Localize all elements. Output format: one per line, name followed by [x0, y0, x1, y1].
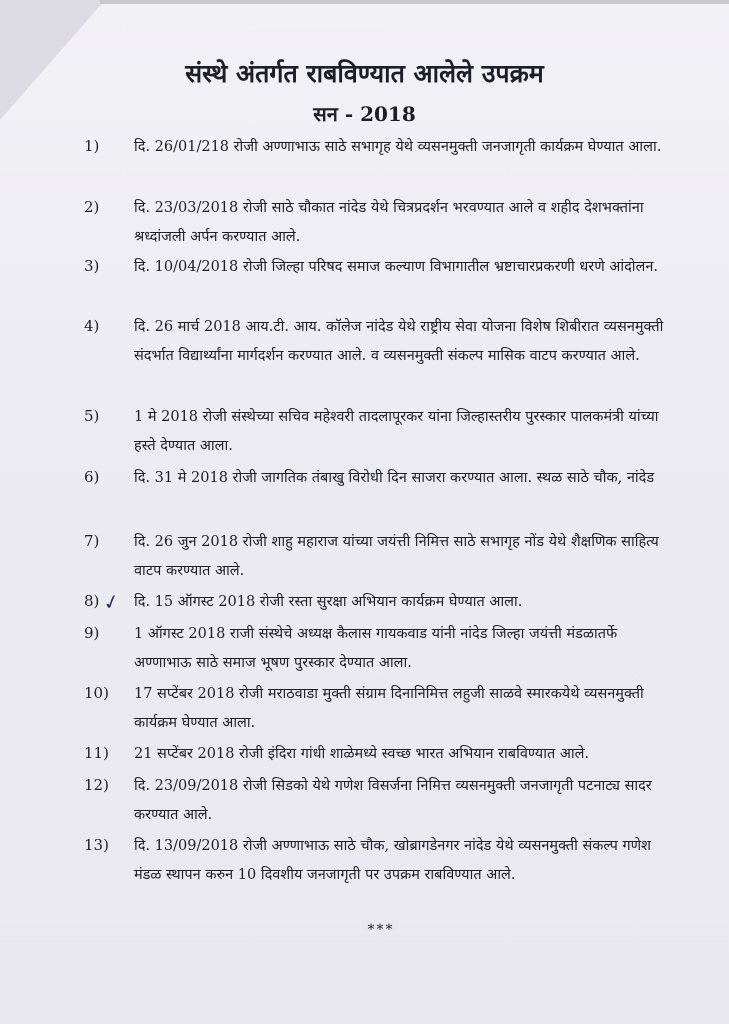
item-text: दि. 26 जुन 2018 रोजी शाहु महाराज यांच्या जयंत्ती निमित्त साठे सभागृह नोंड येथे शैक्षणिक साहित्य वाटप करण्यात आले. — [134, 534, 659, 579]
item-text: 21 सप्टेंबर 2018 रोजी इंदिरा गांधी शाळेमध्ये स्वच्छ भारत अभियान राबविण्यात आले. — [134, 746, 590, 762]
item-text: दि. 23/09/2018 रोजी सिडको येथे गणेश विसर्जना निमित्त व्यसनमुक्ती जनजागृती पटनाट्य सादर करण्यात आले. — [134, 778, 652, 823]
item-text: दि. 23/03/2018 रोजी साठे चौकात नांदेड येथे चित्रप्रदर्शन भरवण्यात आले व शहीद देशभक्तांना श्रध्दांजली अर्पन करण्यात आले. — [134, 200, 644, 245]
item-number: 2) — [84, 198, 100, 216]
item-number: 3) — [84, 257, 100, 275]
item-text: दि. 15 ऑगस्ट 2018 रोजी रस्ता सुरक्षा अभियान कार्यक्रम घेण्यात आला. — [134, 594, 523, 610]
item-text: दि. 26 मार्च 2018 आय.टी. आय. कॉलेज नांदेड येथे राष्ट्रीय सेवा योजना विशेष शिबीरात व्यसनमुक्ती संदर्भात विद्यार्थ्यांना मार्गदर्शन करण्यात आले. व व्यसनमुक्ती संकल्प मासिक वाटप करण्यात आले. — [134, 319, 664, 364]
item-number: 8) — [84, 592, 100, 610]
item-number: 1) — [84, 137, 100, 155]
item-number: 10) — [84, 684, 109, 702]
handwritten-check-icon: ✓ — [100, 588, 123, 616]
item-text: दि. 13/09/2018 रोजी अण्णाभाऊ साठे चौक, खोब्रागडेनगर नांदेड येथे व्यसनमुक्ती संकल्प गणेश मंडळ स्थापन करुन 10 दिवशीय जनजागृती पर उपक्रम राबविण्यात आले. — [134, 838, 651, 883]
item-number: 7) — [84, 532, 100, 550]
document-year: सन - 2018 — [313, 102, 416, 126]
item-text: दि. 10/04/2018 रोजी जिल्हा परिषद समाज कल्याण विभागातील भ्रष्टाचारप्रकरणी धरणे आंदोलन. — [134, 259, 659, 275]
item-number: 5) — [84, 407, 100, 425]
end-mark: *** — [367, 922, 395, 938]
item-number: 11) — [84, 744, 109, 762]
item-number: 12) — [84, 776, 109, 794]
item-text: 1 मे 2018 रोजी संस्थेच्या सचिव महेश्वरी तादलापूरकर यांना जिल्हास्तरीय पुरस्कार पालकमंत्री यांच्या हस्ते देण्यात आला. — [134, 409, 659, 454]
item-number: 4) — [84, 317, 100, 335]
item-text: दि. 31 मे 2018 रोजी जागतिक तंबाखु विरोधी दिन साजरा करण्यात आला. स्थळ साठे चौक, नांदेड — [134, 470, 655, 486]
item-number: 13) — [84, 836, 109, 854]
item-text: 17 सप्टेंबर 2018 रोजी मराठवाडा मुक्ती संग्राम दिनानिमित्त लहुजी साळवे स्मारकयेथे व्यसनमुक्ती कार्यक्रम घेण्यात आला. — [134, 686, 644, 731]
page-edge — [100, 0, 729, 4]
item-number: 6) — [84, 468, 100, 486]
item-text: दि. 26/01/218 रोजी अण्णाभाऊ साठे सभागृह येथे व्यसनमुक्ती जनजागृती कार्यक्रम घेण्यात आला. — [134, 139, 662, 155]
item-number: 9) — [84, 624, 100, 642]
document-title: संस्थे अंतर्गत राबविण्यात आलेले उपक्रम — [185, 59, 544, 88]
item-text: 1 ऑगस्ट 2018 राजी संस्थेचे अध्यक्ष कैलास गायकवाड यांनी नांदेड जिल्हा जयंत्ती मंडळातर्फे अण्णाभाऊ साठे समाज भूषण पुरस्कार देण्यात आला. — [134, 626, 618, 671]
